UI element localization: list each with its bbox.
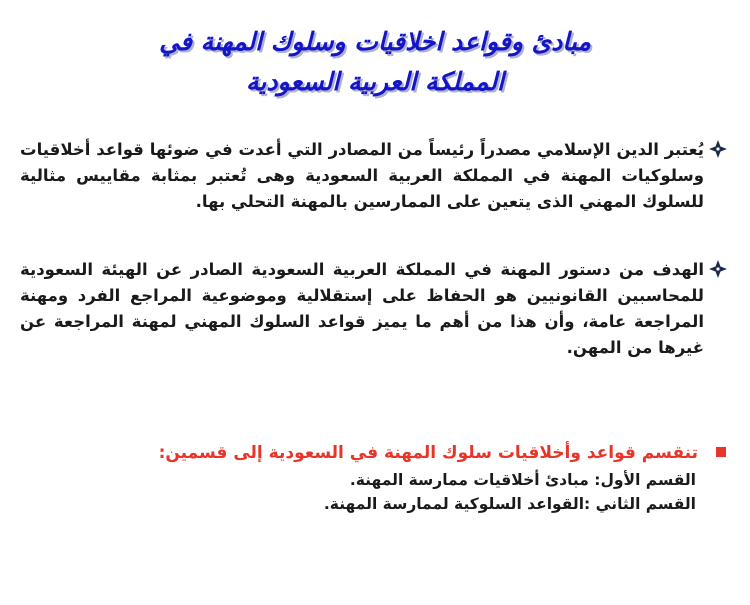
split-heading: تنقسم قواعد وأخلاقيات سلوك المهنة في السعودية إلى قسمين: bbox=[158, 443, 698, 463]
part-one: القسم الأول: مبادئ أخلاقيات ممارسة المهنة. bbox=[349, 471, 696, 489]
title-line-2: المملكة العربية السعودية bbox=[245, 67, 505, 96]
square-bullet-icon bbox=[716, 447, 726, 457]
paragraph-2-text: الهدف من دستور المهنة في المملكة العربية السعودية الصادر عن الهيئة السعودية للمحاسبين القانونيين هو الحفاظ على إستقلالية وموضوعية المراجع الفرد ومهنة المراجعة عامة، وأن هذا من أهم ما يميز قواعد السلوك المهني لمهنة المراجعة عن غيرها من المهن. bbox=[20, 260, 704, 357]
part-two: القسم الثاني :القواعد السلوكية لممارسة المهنة. bbox=[323, 495, 696, 513]
paragraph-1-text: يُعتبر الدين الإسلامي مصدراً رئيساً من المصادر التي أعدت في ضوئها قواعد أخلاقيات وسلوكيات المهنة في المملكة العربية السعودية وهى تُعتبر بمثابة مقاييس مثالية للسلوك المهني الذى يتعين على الممارسين بالمهنة التحلي بها. bbox=[20, 140, 704, 211]
title-line-1: مبادئ وقواعد اخلاقيات وسلوك المهنة في bbox=[159, 27, 591, 56]
slide-title bbox=[40, 22, 710, 102]
paragraph-1 bbox=[20, 137, 728, 215]
diamond-bullet-icon bbox=[708, 259, 728, 279]
split-section bbox=[20, 438, 728, 516]
paragraph-2 bbox=[20, 257, 728, 361]
diamond-bullet-icon bbox=[708, 139, 728, 159]
